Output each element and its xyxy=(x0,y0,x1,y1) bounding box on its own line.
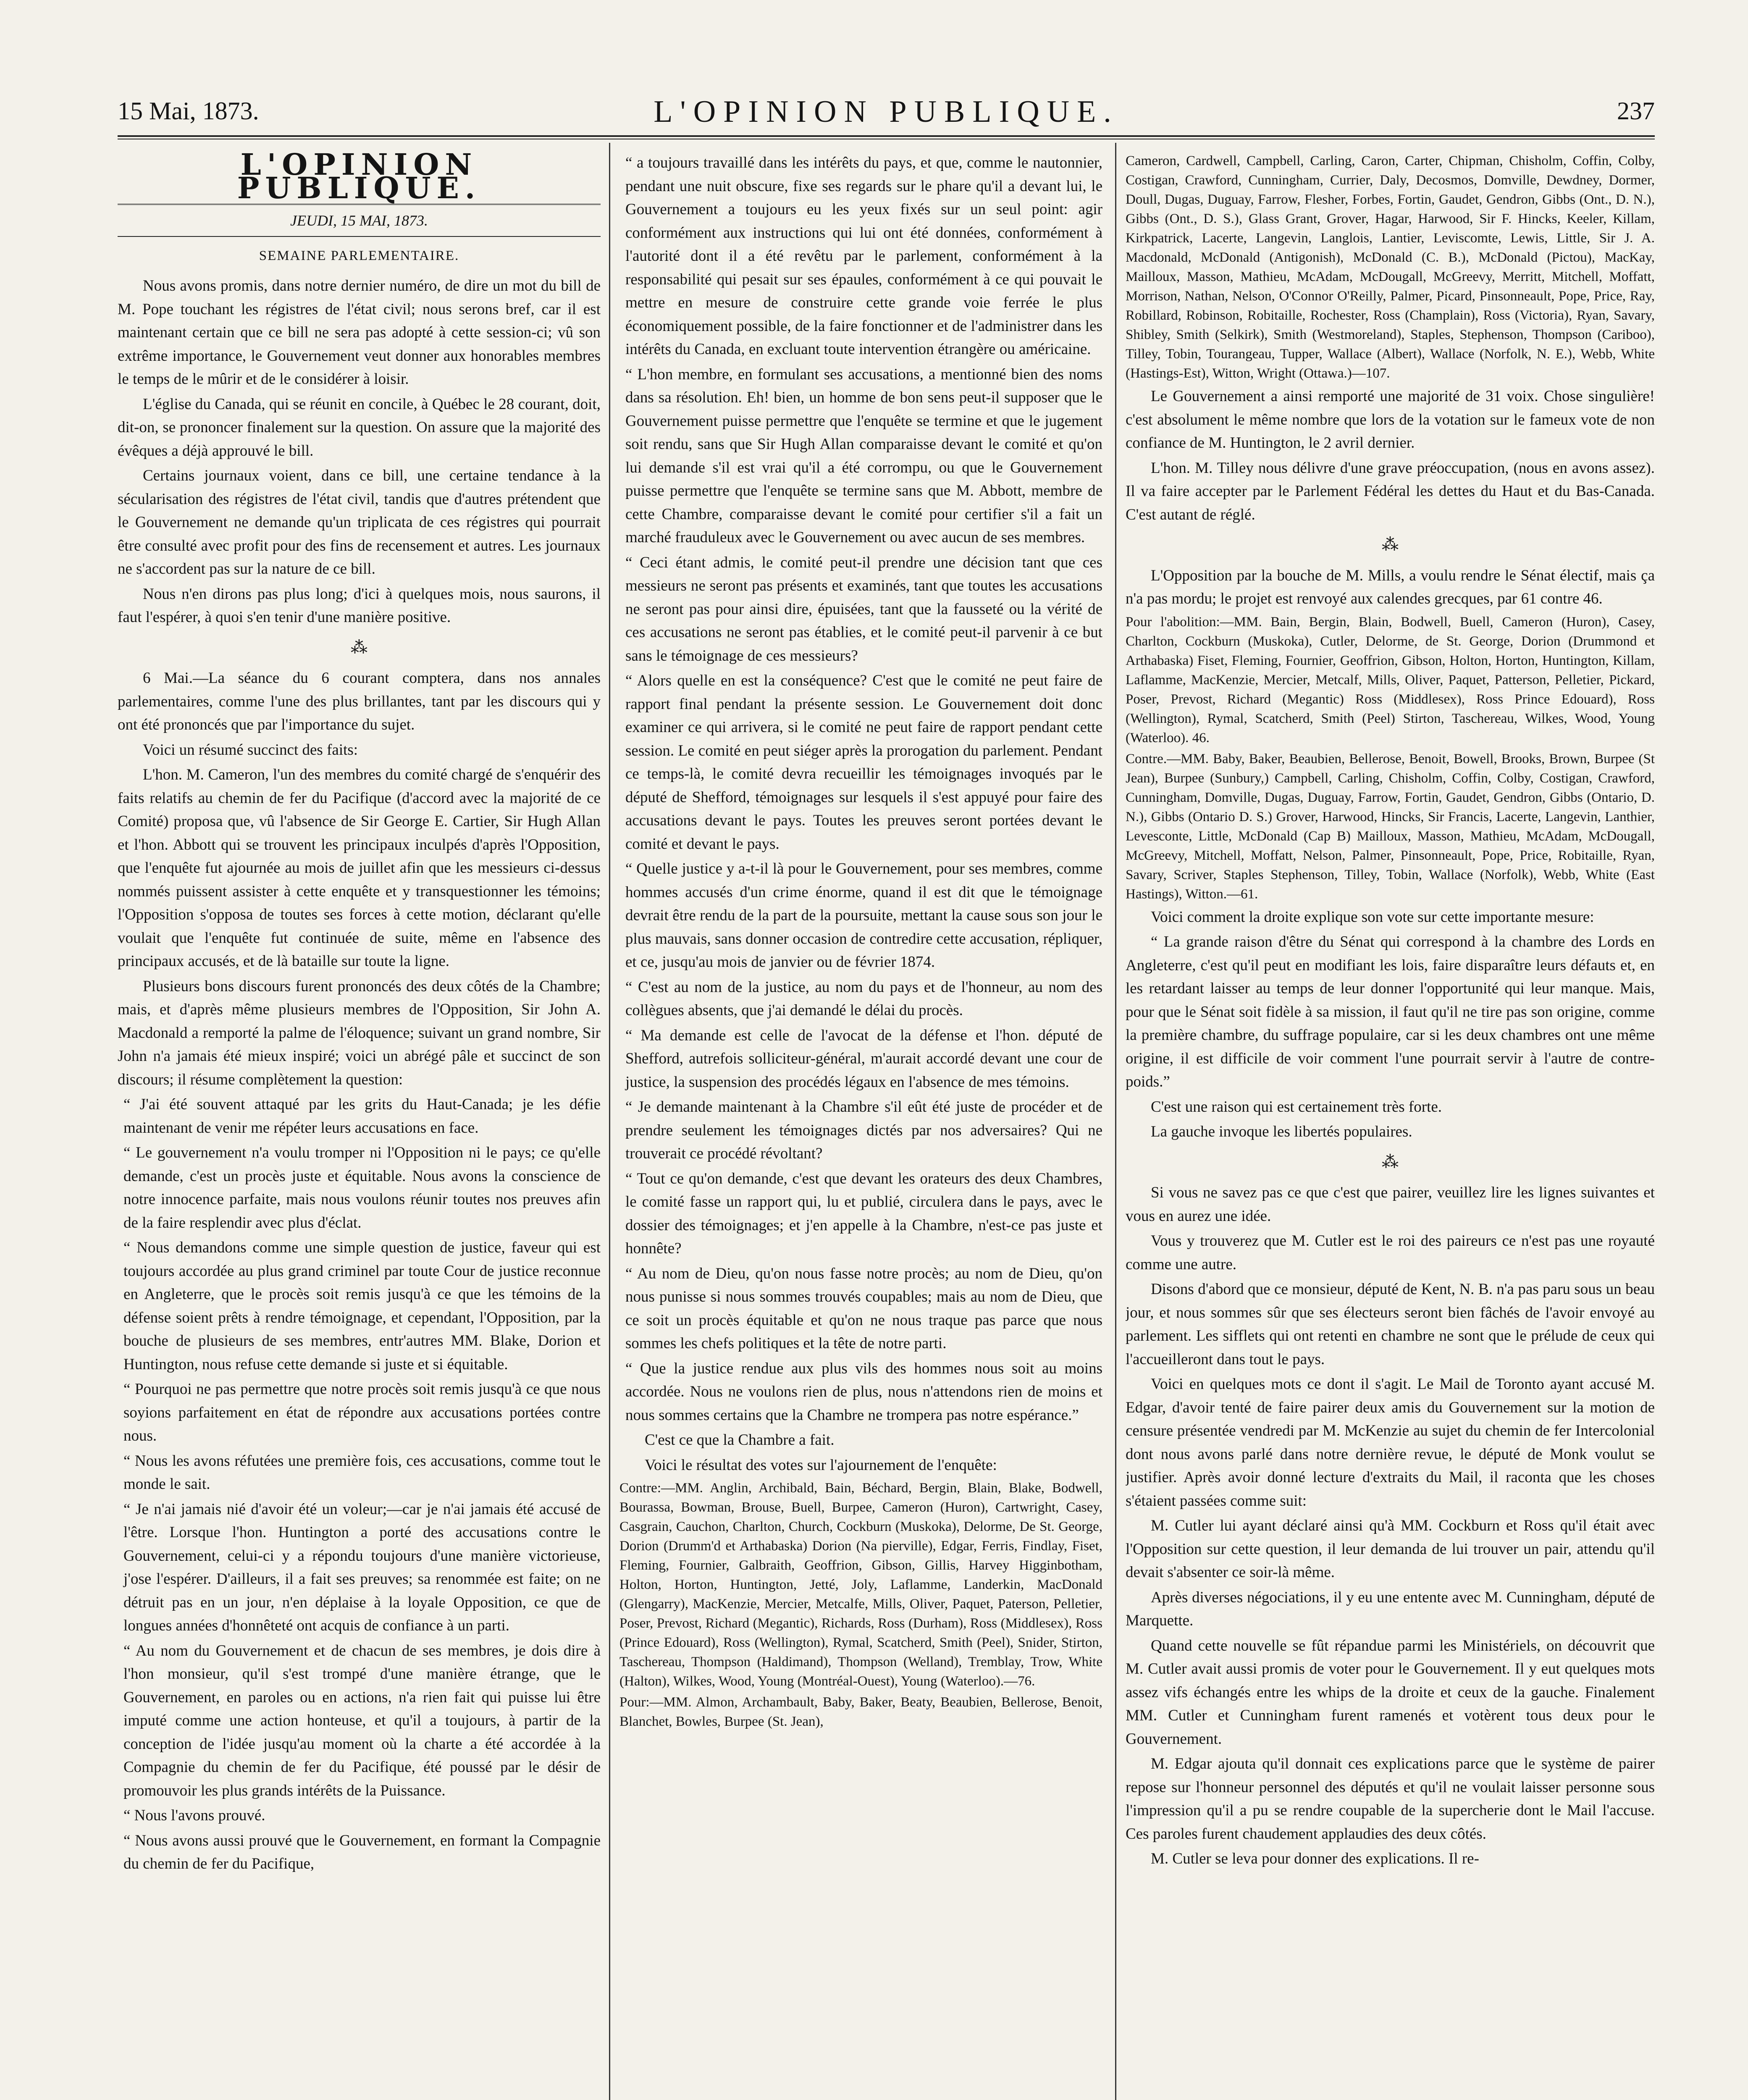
paragraph: L'hon. M. Cameron, l'un des membres du comité chargé de s'enquérir des faits relatifs au chemin de fer du Pacifique (d'accord avec la majorité de ce Comité) proposa que, vû l'absence de Sir George E. Cartier, Sir Hugh Allan et l'hon. Abbott qui se trouvent les principaux inculpés d'après l'Opposition, que l'enquête fut ajournée au mois de juillet afin que les messieurs ci-dessus nommés puissent assister à cette enquête et y transquestionner les témoins; l'Opposition s'opposa de toutes ses forces à cette motion, déclarant qu'elle voulait que l'enquête fut continuée de suite, même en l'absence des principaux accusés, et de là bataille sur toute la ligne. xyxy=(118,766,601,970)
quote-paragraph: “ Je demande maintenant à la Chambre s'il eût été juste de procéder et de prendre seulement les témoignages dictés par nos adversaires? Qui ne trouverait ce procédé révoltant? xyxy=(625,1098,1102,1162)
quote-paragraph: “ L'hon membre, en formulant ses accusations, a mentionné bien des noms dans sa résolution. Eh! bien, un homme de bon sens peut-il supposer que le Gouvernement puisse permettre que l'enquête se termine et que le jugement soit rendu, sans que Sir Hugh Allan comparaisse devant le comité et qu'on lui demande s'il est vrai qu'il a été corrompu, ou que le Gouvernement puisse permettre que l'enquête se termine sans que M. Abbott, membre de cette Chambre, comparaisse devant le comité pour certifier s'il a fait un marché frauduleux avec le Gouvernement ou avec aucun de ses membres. xyxy=(625,365,1102,546)
quote-paragraph: “ Que la justice rendue aux plus vils des hommes nous soit au moins accordée. Nous ne voulons rien de plus, nous n'attendons rien de moins et nous sommes certains que la Chambre ne trompera pas notre espérance.” xyxy=(625,1360,1102,1424)
paragraph: L'église du Canada, qui se réunit en concile, à Québec le 28 courant, doit, dit-on, se prononcer finalement sur la question. On assure que la majorité des évêques a déjà approuvé le bill. xyxy=(118,395,601,459)
header-title: L'OPINION PUBLIQUE. xyxy=(654,94,1119,129)
paragraph: La gauche invoque les libertés populaires. xyxy=(1151,1123,1412,1140)
paragraph: C'est ce que la Chambre a fait. xyxy=(645,1431,835,1449)
quote-paragraph: “ Nous les avons réfutées une première fois, ces accusations, comme tout le monde le sait. xyxy=(123,1452,601,1493)
paragraph: Voici comment la droite explique son vote sur cette importante mesure: xyxy=(1151,908,1594,926)
vote-list-pour: Pour:—MM. Almon, Archambault, Baby, Baker, Beaty, Beaubien, Bellerose, Benoit, Blanchet, Bowles, Burpee (St. Jean), xyxy=(619,1695,1102,1729)
quote-paragraph: “ C'est au nom de la justice, au nom du pays et de l'honneur, au nom des collègues absents, que j'ai demandé le délai du procès. xyxy=(625,978,1102,1019)
quote-paragraph: “ a toujours travaillé dans les intérêts du pays, et que, comme le nautonnier, pendant une nuit obscure, fixe ses regards sur le phare qu'il a devant lui, le Gouvernement a toujours eu les yeux fixés sur un seul point: agir conformément aux instructions qui lui ont été données, conformément à l'autorité dont il a été revêtu par le parlement, conformément à la responsabilité qui pesait sur ses épaules, conformément à ce qui pouvait le mettre en mesure de construire cette grande voie ferrée le plus économiquement possible, de la faire fonctionner et de l'administrer dans les intérêts du Canada, en excluant toute intervention étrangère ou américaine. xyxy=(625,154,1102,358)
column-1 xyxy=(118,151,601,2100)
column-divider xyxy=(1115,143,1116,2100)
paragraph: Si vous ne savez pas ce que c'est que pairer, veuillez lire les lignes suivantes et vous en aurez une idée. xyxy=(1126,1184,1655,1225)
paragraph: L'Opposition par la bouche de M. Mills, a voulu rendre le Sénat électif, mais ça n'a pas mordu; le projet est renvoyé aux calendes grecques, par 61 contre 46. xyxy=(1126,567,1655,607)
section-divider: ⁂ xyxy=(351,638,367,657)
vote-list-names: Cameron, Cardwell, Campbell, Carling, Caron, Carter, Chipman, Chisholm, Coffin, Colby, Costigan, Crawford, Cunningham, Currier, Daly, Decosmos, Domville, Dewdney, Dormer, Doull, Dugas, Duguay, Farrow, Flesher, Forbes, Fortin, Gaudet, Gendron, Gibbs (Ont., D. N.), Gibbs (Ont., D. S.), Glass Grant, Grover, Hagar, Harwood, Sir F. Hincks, Keeler, Killam, Kirkpatrick, Lacerte, Langevin, Langlois, Lantier, Leviscomte, Lewis, Little, Sir J. A. Macdonald, McDonald (Antigonish), McDonald (C. B.), McDonald (Pictou), MacKay, Mailloux, Masson, Mathieu, McAdam, McDougall, McGreevy, Merritt, Mitchell, Moffatt, Morrison, Nathan, Nelson, O'Connor O'Reilly, Palmer, Picard, Pinsonneault, Pope, Price, Ray, Robillard, Robinson, Robitaille, Rochester, Ross (Champlain), Ross (Victoria), Ryan, Savary, Shibley, Smith (Selkirk), Smith (Westmoreland), Staples, Stephenson, Thompson (Cariboo), Tilley, Tobin, Tourangeau, Tupper, Wallace (Albert), Wallace (Norfolk, N. E.), Webb, White (Hastings-Est), Witton, Wright (Ottawa.)—107. xyxy=(1126,153,1655,381)
quote-paragraph: “ Quelle justice y a-t-il là pour le Gouvernement, pour ses membres, comme hommes accusés d'un crime énorme, quand il est dit que le témoignage devrait être rendu de la part de la poursuite, mettant la cause sous son jour le plus mauvais, sans donner occasion de contredire cette accusation, répliquer, et ce, jusqu'au mois de janvier ou de février 1874. xyxy=(625,860,1102,971)
paragraph: Plusieurs bons discours furent prononcés des deux côtés de la Chambre; mais, et d'après même plusieurs membres de l'Opposition, Sir John A. Macdonald a remporté la palme de l'éloquence; suivant un grand nombre, Sir John n'a jamais été mieux inspiré; voici un abrégé pâle et succinct de son discours; il résume complètement la question: xyxy=(118,977,601,1088)
paragraph: Quand cette nouvelle se fût répandue parmi les Ministériels, on découvrit que M. Cutler avait aussi promis de voter pour le Gouvernement. Il y eut quelques mots assez vifs échangés entre les whips de la droite et ceux de la gauche. Finalement MM. Cutler et Cunningham furent ramenés et votèrent tous deux pour le Gouvernement. xyxy=(1126,1637,1655,1748)
page-number: 237 xyxy=(1617,97,1655,125)
quote-paragraph: “ Au nom du Gouvernement et de chacun de ses membres, je dois dire à l'hon monsieur, qu'il s'est trompé d'une manière étrange, que le Gouvernement, en paroles ou en actions, n'a rien fait qui puisse lui être imputé comme une action honteuse, et qu'il a toujours, à partir de la conception de l'idée jusqu'au moment où la charte a été accordée à la Compagnie du chemin de fer du Pacifique, été poussé par le désir de promouvoir les plus grands intérêts de la Puissance. xyxy=(123,1642,601,1799)
header-rule xyxy=(118,135,1655,137)
masthead: L'OPINION PUBLIQUE. xyxy=(118,151,601,205)
quote-paragraph: “ Au nom de Dieu, qu'on nous fasse notre procès; au nom de Dieu, qu'on nous punisse si nous sommes trouvés coupables; mais au nom de Dieu, que ce soit un procès équitable et qu'on ne nous traque pas parce que nous sommes les chefs politiques et la tête de notre parti. xyxy=(625,1265,1102,1352)
paragraph: Voici un résumé succinct des faits: xyxy=(143,741,358,759)
column-3 xyxy=(1126,151,1655,2100)
paragraph: M. Cutler se leva pour donner des explications. Il re- xyxy=(1151,1850,1479,1867)
paragraph: C'est une raison qui est certainement très forte. xyxy=(1151,1098,1442,1116)
paragraph: Disons d'abord que ce monsieur, député de Kent, N. B. n'a pas paru sous un beau jour, et nous sommes sûr que ses électeurs seront bien fâchés de l'avoir envoyé au parlement. Les sifflets qui ont retenti en chambre ne sont que le prélude de ceux qui l'accueilleront dans tout le pays. xyxy=(1126,1281,1655,1368)
paragraph: Voici en quelques mots ce dont il s'agit. Le Mail de Toronto ayant accusé M. Edgar, d'avoir tenté de faire pairer deux amis du Gouvernement sur la motion de censure présentée vendredi par M. McKenzie au sujet du chemin de fer Intercolonial dont nous avons parlé dans notre dernière revue, le député de Monk voulut se justifier. Après avoir donné lecture d'extraits du Mail, il raconta que les choses s'étaient passées comme suit: xyxy=(1126,1376,1655,1509)
quote-paragraph: “ Je n'ai jamais nié d'avoir été un voleur;—car je n'ai jamais été accusé de l'être. Lorsque l'hon. Huntington a porté des accusations contre le Gouvernement, celui-ci y a répondu toujours d'une manière victorieuse, j'ose l'espérer. D'ailleurs, il a fait ses preuves; sa renommée est faite; on ne détruit pas en un jour, n'en déplaise à la loyale Opposition, ce que de longues années d'honnêteté ont acquis de confiance à un parti. xyxy=(123,1500,601,1634)
column-2 xyxy=(619,151,1102,2100)
paragraph: Après diverses négociations, il y eu une entente avec M. Cunningham, député de Marquette. xyxy=(1126,1588,1655,1629)
section-divider: ⁂ xyxy=(1382,535,1399,554)
paragraph: “ La grande raison d'être du Sénat qui correspond à la chambre des Lords en Angleterre, c'est qu'il peut en modifiant les lois, faire disparaître leurs défauts et, en les retardant laisser au temps de leur donner l'opportunité qui leur manque. Mais, pour que le Sénat soit fidèle à sa mission, il faut qu'il ne tire pas son origine, comme la première chambre, du suffrage populaire, car si les deux chambres ont une même origine, il est difficile de voir comment l'une pourrait servir à l'autre de contre-poids.” xyxy=(1126,933,1655,1090)
quote-paragraph: “ Pourquoi ne pas permettre que notre procès soit remis jusqu'à ce que nous soyions parfaitement en état de répondre aux accusations portées contre nous. xyxy=(123,1381,601,1444)
paragraph: M. Cutler lui ayant déclaré ainsi qu'à MM. Cockburn et Ross qu'il était avec l'Opposition sur cette question, il leur demanda de lui trouver un pair, attendu qu'il devait s'absenter ce soir-là même. xyxy=(1126,1517,1655,1581)
vote-list-pour: Pour l'abolition:—MM. Bain, Bergin, Blain, Bodwell, Buell, Cameron (Huron), Casey, Charlton, Cockburn (Muskoka), Cutler, Delorme, de St. George, Dorion (Drummond et Arthabaska) Fiset, Fleming, Fournier, Geoffrion, Gibson, Holton, Horton, Huntington, Killam, Laflamme, MacKenzie, Mercier, Metcalf, Mills, Oliver, Paquet, Patterson, Pelletier, Pickard, Poser, Prevost, Richard (Megantic) Ross (Middlesex), Ross Prince Edouard), Ross (Wellington), Rymal, Scatcherd, Smith (Peel) Stirton, Taschereau, Wilkes, Wood, Young (Waterloo). 46. xyxy=(1126,614,1655,746)
quote-paragraph: “ Le gouvernement n'a voulu tromper ni l'Opposition ni le pays; ce qu'elle demande, c'est un procès juste et équitable. Nous avons la conscience de notre innocence parfaite, mais nous voulons réunir toutes nos preuves afin de la faire resplendir avec plus d'éclat. xyxy=(123,1144,601,1231)
vote-list-contre: Contre:—MM. Anglin, Archibald, Bain, Béchard, Bergin, Blain, Blake, Bodwell, Bourassa, Bowman, Brouse, Buell, Burpee, Cameron (Huron), Cartwright, Casey, Casgrain, Cauchon, Charlton, Church, Cockburn (Muskoka), Delorme, De St. George, Dorion (Drumm'd et Arthabaska) Dorion (Na pierville), Edgar, Ferris, Findlay, Fiset, Fleming, Fournier, Galbraith, Geoffrion, Gibson, Gillis, Harvey Higginbotham, Holton, Horton, Huntington, Jetté, Joly, Laflamme, Landerkin, MacDonald (Glengarry), MacKenzie, Mercier, Metcalfe, Mills, Oliver, Paquet, Paterson, Pelletier, Poser, Prevost, Richard (Megantic), Richards, Ross (Durham), Ross (Middlesex), Ross (Prince Edouard), Ross (Wellington), Rymal, Scatcherd, Smith (Peel), Snider, Stirton, Taschereau, Thompson (Haldimand), Thompson (Welland), Tremblay, Trow, White (Halton), Wilkes, Wood, Young (Montréal-Ouest), Young (Waterloo).—76. xyxy=(619,1480,1102,1689)
quote-paragraph: “ Alors quelle en est la conséquence? C'est que le comité ne peut faire de rapport final pendant la présente session. Le Gouvernement doit donc examiner ce qui arrivera, si le comité ne peut faire de rapport pendant cette session. Le comité en peut siéger après la prorogation du parlement. Pendant ce temps-là, le comité devra recueillir les témoignages invoqués par le député de Shefford, témoignages sur lesquels il s'est appuyé pour faire des accusations devant le pays. Toutes les preuves seront portées devant le comité et devant le pays. xyxy=(625,672,1102,853)
quote-paragraph: “ Tout ce qu'on demande, c'est que devant les orateurs des deux Chambres, le comité fasse un rapport qui, lu et publié, circulera dans le pays, avec le dossier des témoignages; et j'en appelle à la Chambre, n'est-ce pas juste et honnête? xyxy=(625,1170,1102,1257)
paragraph: Nous n'en dirons pas plus long; d'ici à quelques mois, nous saurons, il faut l'espérer, à quoi s'en tenir d'une manière positive. xyxy=(118,585,601,626)
quote-paragraph: “ Ma demande est celle de l'avocat de la défense et l'hon. député de Shefford, autrefois solliciteur-général, m'aurait accordé devant une cour de justice, la suspension des procédés légaux en l'absence de mes témoins. xyxy=(625,1026,1102,1091)
paragraph: Nous avons promis, dans notre dernier numéro, de dire un mot du bill de M. Pope touchant les régistres de l'état civil; nous serons bref, car il est maintenant certain que ce bill ne sera pas adopté à cette session-ci; vû son extrême importance, le Gouvernement veut donner aux honorables membres le temps de le mûrir et de le considérer à loisir. xyxy=(118,277,601,388)
paragraph: 6 Mai.—La séance du 6 courant comptera, dans nos annales parlementaires, comme l'une des plus brillantes, tant par les discours qui y ont été prononcés que par l'importance du sujet. xyxy=(118,669,601,733)
quote-paragraph: “ Ceci étant admis, le comité peut-il prendre une décision tant que ces messieurs ne seront pas présents et examinés, tant que toutes les accusations ne seront pas pour ainsi dire, épuisées, tant que la fausseté ou la vérité de ces accusations ne seront pas établies, et le comité peut-il parvenir à ce but sans le témoignage de ces messieurs? xyxy=(625,554,1102,664)
quote-paragraph: “ J'ai été souvent attaqué par les grits du Haut-Canada; je les défie maintenant de venir me répéter leurs accusations en face. xyxy=(123,1096,601,1137)
section-heading: SEMAINE PARLEMENTAIRE. xyxy=(259,248,459,263)
paragraph: Certains journaux voient, dans ce bill, une certaine tendance à la sécularisation des régistres de l'état civil, tandis que d'autres prétendent que le Gouvernement ne demande qu'un triplicata de ces régistres qui pourrait être consulté avec profit pour des fins de recensement et autres. Les journaux ne s'accordent pas sur la nature de ce bill. xyxy=(118,467,601,578)
section-divider: ⁂ xyxy=(1382,1152,1399,1171)
page-header xyxy=(118,94,1655,134)
quote-paragraph: “ Nous demandons comme une simple question de justice, faveur qui est toujours accordée au plus grand criminel par toute Cour de justice reconnue en Angleterre, que le procès soit remis jusqu'à ce que les témoins de la défense soient prêts à rendre témoignage, et cependant, l'Opposition, par la bouche de plusieurs de ses membres, entr'autres MM. Blake, Dorion et Huntington, nous refuse cette demande si juste et si équitable. xyxy=(123,1239,601,1373)
column-divider xyxy=(609,143,610,2100)
dateline: JEUDI, 15 MAI, 1873. xyxy=(118,209,601,237)
paragraph: Vous y trouverez que M. Cutler est le roi des paireurs ce n'est pas une royauté comme une autre. xyxy=(1126,1232,1655,1273)
quote-paragraph: “ Nous l'avons prouvé. xyxy=(123,1807,265,1824)
quote-paragraph: “ Nous avons aussi prouvé que le Gouvernement, en formant la Compagnie du chemin de fer du Pacifique, xyxy=(123,1832,601,1872)
paragraph: M. Edgar ajouta qu'il donnait ces explications parce que le système de pairer repose sur l'honneur personnel des députés et qu'il ne voulait laisser personne sous l'impression qu'il a pu se rendre coupable de la supercherie dont le Mail l'accuse. Ces paroles furent chaudement applaudies des deux côtés. xyxy=(1126,1755,1655,1843)
vote-list-contre: Contre.—MM. Baby, Baker, Beaubien, Bellerose, Benoit, Bowell, Brooks, Brown, Burpee (St Jean), Burpee (Sunbury,) Campbell, Carling, Chisholm, Coffin, Colby, Costigan, Crawford, Cunningham, Domville, Dugas, Duguay, Farrow, Fortin, Gaudet, Gendron, Gibbs (Ontario, D. N.), Gibbs (Ontario D. S.) Grover, Harwood, Hincks, Sir Francis, Lacerte, Langevin, Lanthier, Levesconte, Little, McDonald (Cap B) Mailloux, Masson, Mathieu, McAdam, McDougall, McGreevy, Mitchell, Moffatt, Nelson, Palmer, Pinsonneault, Pope, Price, Robitaille, Ryan, Savary, Scriver, Staples Stephenson, Tilley, Tobin, Wallace (Norfolk), Webb, White (East Hastings), Witton.—61. xyxy=(1126,751,1655,902)
paragraph: Le Gouvernement a ainsi remporté une majorité de 31 voix. Chose singulière! c'est absolument le même nombre que lors de la votation sur le fameux vote de non confiance de M. Huntington, le 2 avril dernier. xyxy=(1126,388,1655,452)
header-date: 15 Mai, 1873. xyxy=(118,97,259,125)
paragraph: Voici le résultat des votes sur l'ajournement de l'enquête: xyxy=(645,1456,997,1474)
paragraph: L'hon. M. Tilley nous délivre d'une grave préoccupation, (nous en avons assez). Il va faire accepter par le Parlement Fédéral les dettes du Haut et du Bas-Canada. C'est autant de réglé. xyxy=(1126,459,1655,523)
